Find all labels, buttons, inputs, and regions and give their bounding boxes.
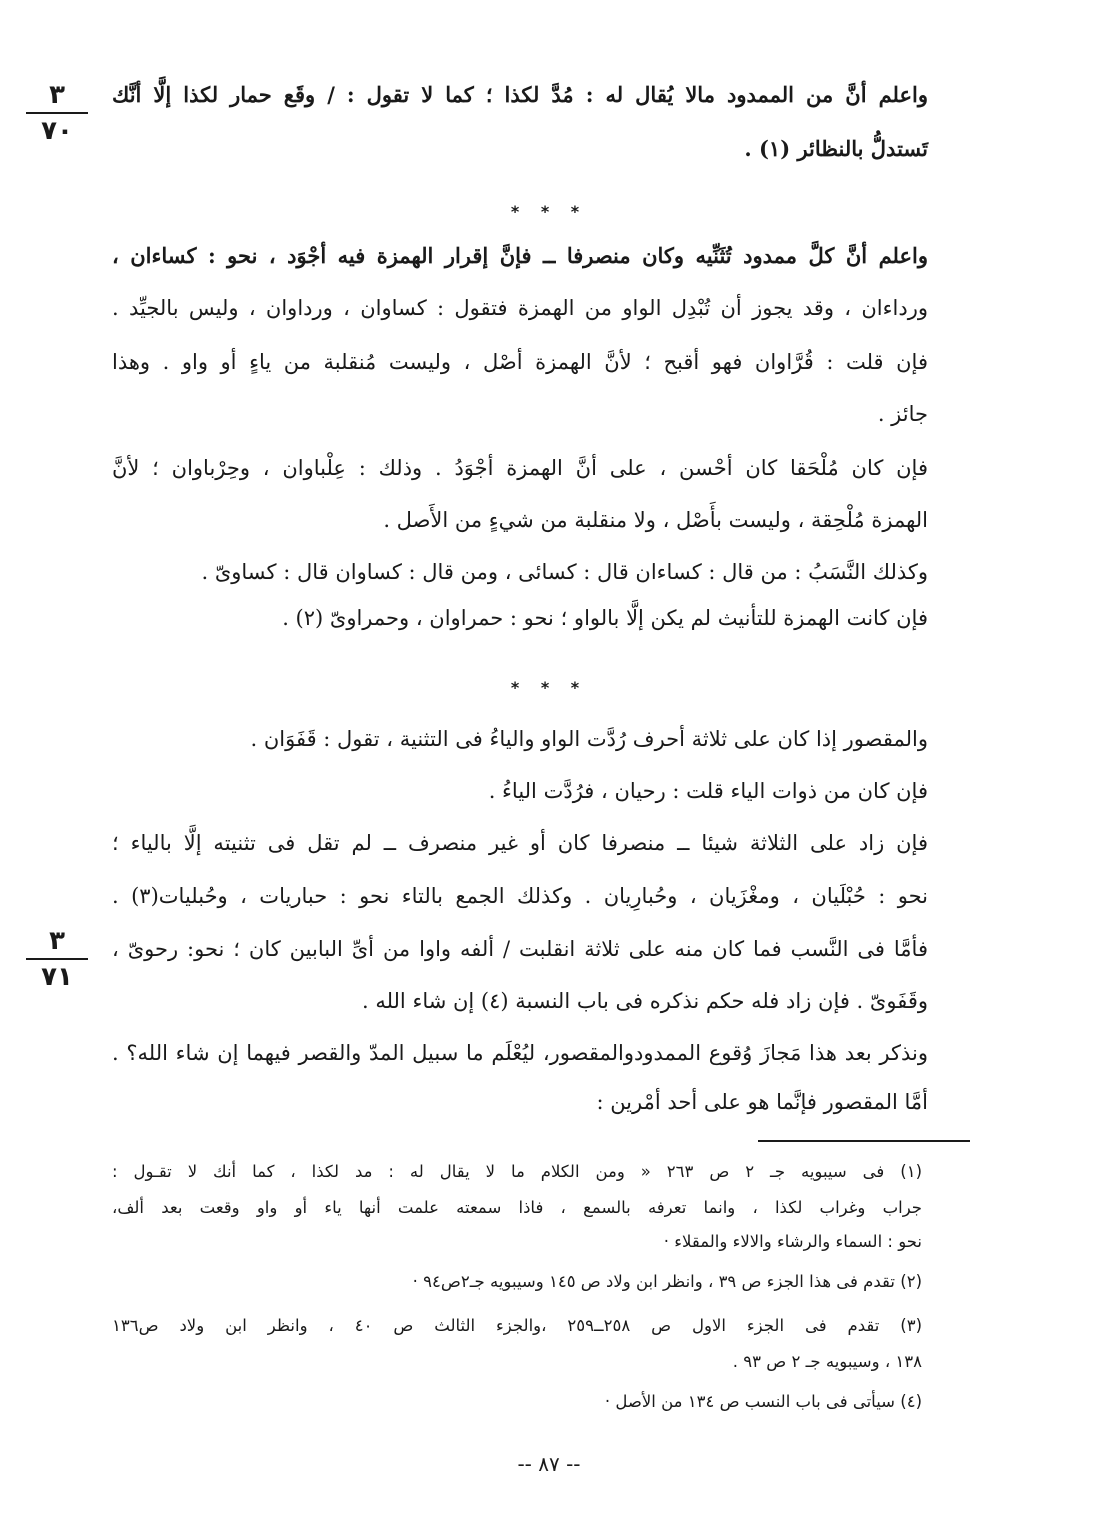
footnote-line: نحو : السماء والرشاء والالاء والمقلاء ·: [663, 1232, 922, 1251]
text-line: والمقصور إذا كان على ثلاثة أحرف رُدَّت الواو والياءُ فى التثنية ، تقول : قَفَوَان .: [250, 727, 928, 751]
footnote-rule: [758, 1140, 970, 1142]
section-separator: * * *: [510, 202, 588, 221]
text-line: واعلم أنَّ كلَّ ممدود تُثَنِّيه وكان منصرفا ــ فإنَّ إقرار الهمزة فيه أجْوَد ، نحو : كساءان ،: [112, 243, 928, 268]
footnote-line: (٣) تقدم فى الجزء الاول ص ٢٥٨ــ٢٥٩ ،والجزء الثالث ص ٤٠ ، وانظر ابن ولاد ص١٣٦: [112, 1316, 922, 1335]
text-line: ونذكر بعد هذا مَجازَ وُقوع الممدودوالمقصور، ليُعْلَم ما سبيل المدّ والقصر فيهما إن شاء الله؟ .: [112, 1041, 928, 1065]
text-line: أمَّا المقصور فإنَّما هو على أحد أمْرين :: [596, 1090, 928, 1114]
text-line: ورداءان ، وقد يجوز أن تُبْدِل الواو من الهمزة فتقول : كساوان ، ورداوان ، وليس بالجيِّد .: [112, 296, 928, 320]
text-line: نحو : حُبْلَيان ، ومغْزَيان ، وحُبارِيان . وكذلك الجمع بالتاء نحو : حباريات ، وحُبليات(٣) .: [112, 884, 929, 908]
text-line: فإن قلت : قُرَّاوان فهو أقبح ؛ لأنَّ الهمزة أصْل ، وليست مُنقلبة من ياءٍ أو واو . وهذا: [112, 350, 928, 374]
text-line: فإن زاد على الثلاثة شيئا ــ منصرفا كان أو غير منصرف ــ لم تقل فى تثنيته إلَّا بالياء ؛: [112, 831, 928, 855]
footnote-line: (١) فى سيبويه جـ ٢ ص ٢٦٣ « ومن الكلام ما لا يقال له : مد لكذا ، كما أنك لا تقـول :: [112, 1162, 922, 1181]
footnote-line: جراب وغراب لكذا ، وانما تعرفه بالسمع ، فاذا سمعته علمت أنها ياء أو واو وقعت بعد ألف،: [112, 1198, 922, 1217]
footnote-line: (٢) تقدم فى هذا الجزء ص ٣٩ ، وانظر ابن ولاد ص ١٤٥ وسيبويه جـ٢ص٩٤ ·: [412, 1272, 922, 1291]
text-line: فأمَّا فى النَّسب فما كان منه على ثلاثة انقلبت / ألفه واوا من أىِّ البابين كان ؛ نحو: رحوىّ ،: [112, 937, 928, 961]
margin-note-folio-71: [22, 924, 92, 994]
text-line: فإن كان مُلْحَقا كان أحْسن ، على أنَّ الهمزة أجْوَدُ . وذلك : عِلْباوان ، وحِرْباوان ؛ لأنَّ: [112, 456, 928, 480]
margin-note-bottom: ٧١: [41, 962, 73, 992]
footnote-line: ١٣٨ ، وسيبويه جـ ٢ ص ٩٣ .: [732, 1352, 922, 1371]
text-line: فإن كانت الهمزة للتأنيث لم يكن إلَّا بالواو ؛ نحو : حمراوان ، وحمراوىّ (٢) .: [282, 606, 928, 630]
margin-note-top: ٣: [49, 80, 65, 110]
text-line: الهمزة مُلْحِقة ، وليست بأَصْل ، ولا منقلبة من شيءٍ من الأَصل .: [383, 508, 928, 532]
footnote-line: (٤) سيأتى فى باب النسب ص ١٣٤ من الأصل ·: [604, 1392, 922, 1411]
section-separator: * * *: [510, 678, 588, 697]
margin-note-folio-70: [22, 78, 92, 148]
text-line: واعلم أنَّ من الممدود مالا يُقال له : مُدَّ لكذا ؛ كما لا تقول : / وقَع حمار لكذا إلَّا أنَّك: [112, 82, 928, 107]
text-line: وكذلك النَّسَبُ : من قال : كساءان قال : كسائى ، ومن قال : كساوان قال : كساوىّ .: [201, 560, 928, 584]
page-number: -- ٨٧ --: [517, 1452, 581, 1476]
text-line: وقَفَوىّ . فإن زاد فله حكم نذكره فى باب النسبة (٤) إن شاء الله .: [361, 989, 928, 1013]
text-line: جائز .: [877, 402, 928, 426]
margin-note-bottom: ٧٠: [41, 116, 73, 146]
margin-note-top: ٣: [49, 926, 65, 956]
text-line: فإن كان من ذوات الياء قلت : رحيان ، فرُدَّت الياءُ .: [488, 779, 928, 803]
text-line: تَستدلُّ بالنظائر (١) .: [744, 136, 928, 161]
